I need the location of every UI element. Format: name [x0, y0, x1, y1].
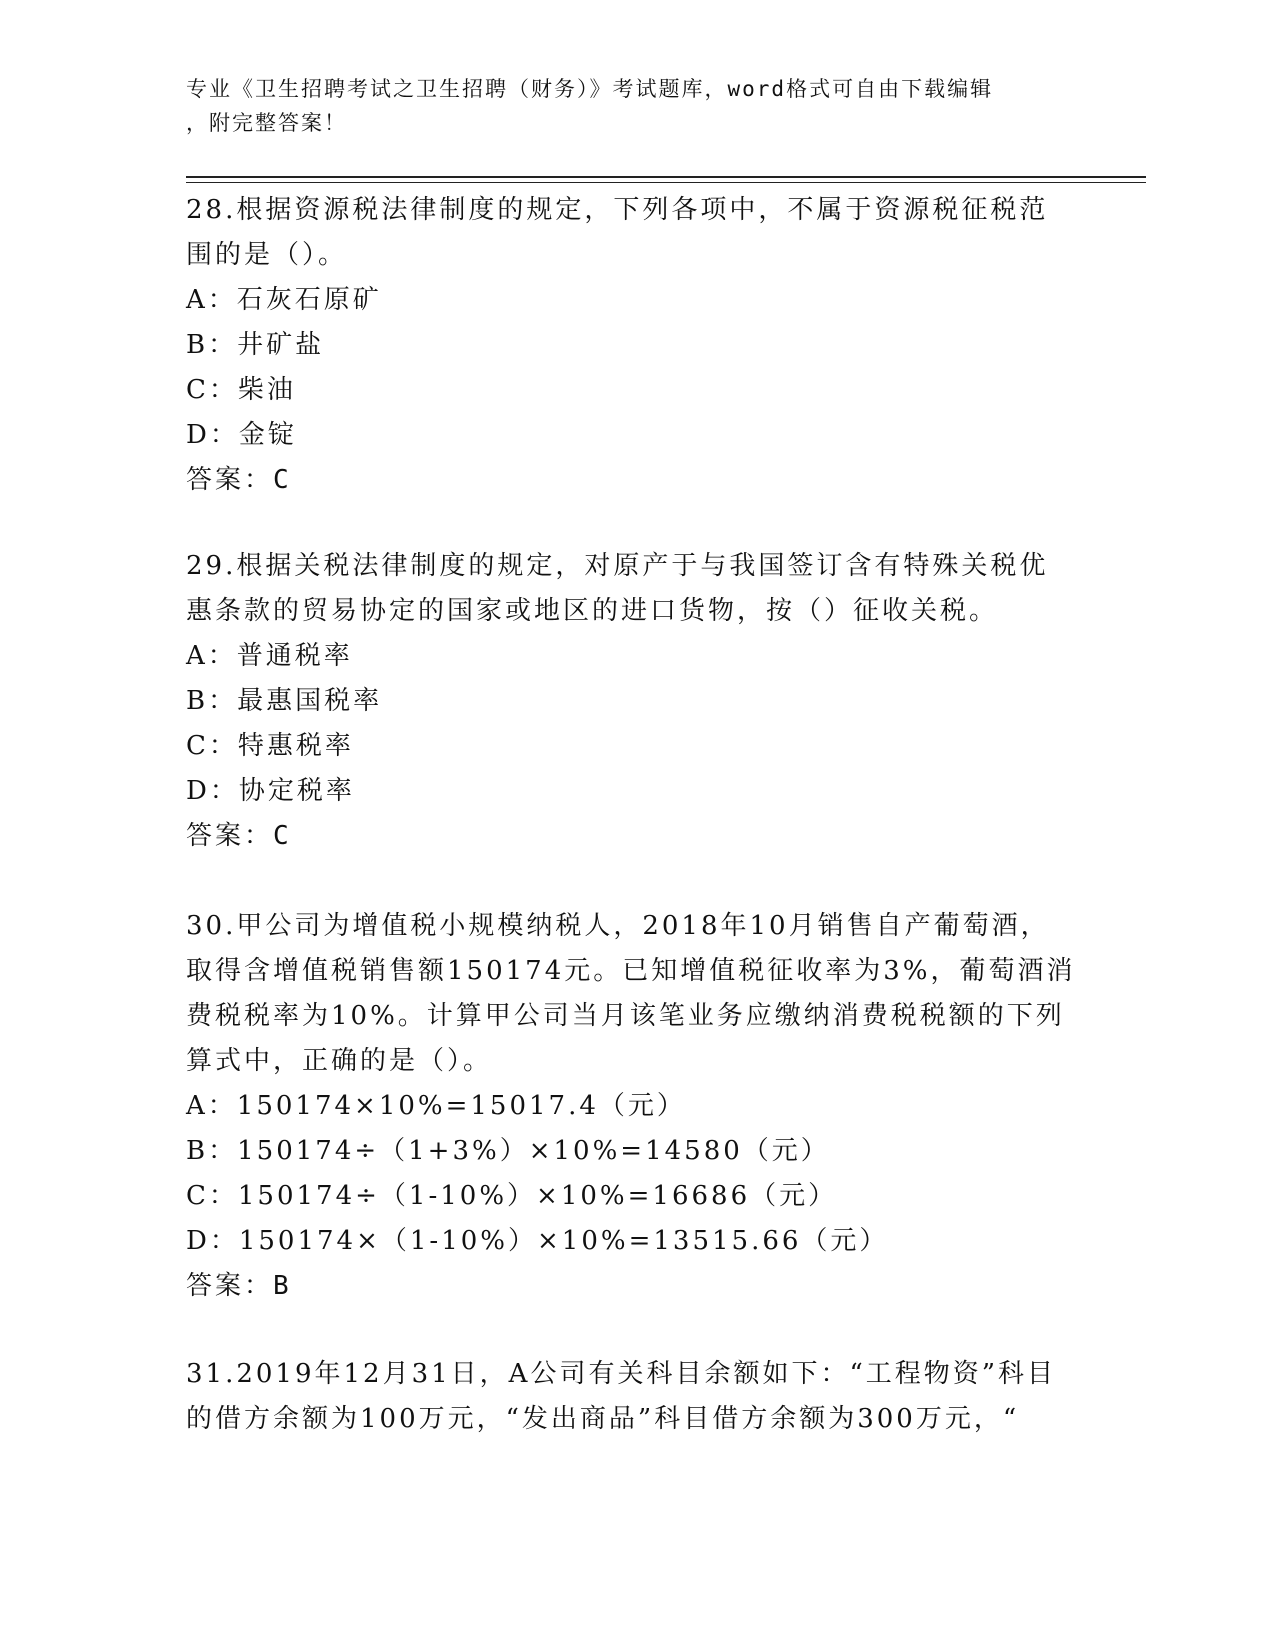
option-d: D：协定税率 [186, 776, 355, 806]
answer-value: C [273, 465, 292, 495]
option-c: C：柴油 [186, 375, 296, 405]
answer-line [186, 458, 1076, 503]
option-d: D：金锭 [186, 420, 297, 450]
header-line-1: 专业《卫生招聘考试之卫生招聘（财务）》考试题库，word格式可自由下载编辑 [186, 77, 994, 101]
question-29 [186, 544, 1076, 859]
option-a: A：石灰石原矿 [186, 285, 382, 315]
option-a: A：150174×10%=15017.4（元） [186, 1091, 686, 1121]
header-line-2: ，附完整答案！ [186, 111, 347, 135]
header-divider-thick [186, 176, 1146, 178]
question-31 [186, 1352, 1076, 1442]
option-a: A：普通税率 [186, 641, 353, 671]
question-stem: 30.甲公司为增值税小规模纳税人，2018年10月销售自产葡萄酒，取得含增值税销售额150174元。已知增值税征收率为3%，葡萄酒消费税税率为10%。计算甲公司当月该笔业务应缴纳消费税税额的下列算式中，正确的是（）。 [186, 911, 1076, 1076]
answer-value: B [273, 1271, 292, 1301]
answer-line [186, 814, 1076, 859]
document-header [186, 72, 1066, 140]
answer-value: C [273, 821, 292, 851]
option-b: B：井矿盐 [186, 330, 325, 360]
option-b: B：150174÷（1+3%）×10%=14580（元） [186, 1136, 830, 1166]
question-stem: 29.根据关税法律制度的规定，对原产于与我国签订含有特殊关税优惠条款的贸易协定的国家或地区的进口货物，按（）征收关税。 [186, 551, 1049, 626]
answer-label: 答案： [186, 821, 274, 851]
answer-label: 答案： [186, 465, 274, 495]
question-30 [186, 904, 1076, 1309]
option-b: B：最惠国税率 [186, 686, 383, 716]
question-28 [186, 188, 1076, 503]
option-c: C：150174÷（1-10%）×10%=16686（元） [186, 1181, 838, 1211]
question-stem: 31.2019年12月31日，A公司有关科目余额如下：“工程物资”科目的借方余额为100万元，“发出商品”科目借方余额为300万元，“ [186, 1359, 1057, 1434]
option-d: D：150174×（1-10%）×10%=13515.66（元） [186, 1226, 889, 1256]
question-stem: 28.根据资源税法律制度的规定，下列各项中，不属于资源税征税范围的是（）。 [186, 195, 1049, 270]
answer-line [186, 1264, 1076, 1309]
header-divider-thin [186, 182, 1146, 183]
option-c: C：特惠税率 [186, 731, 354, 761]
answer-label: 答案： [186, 1271, 274, 1301]
